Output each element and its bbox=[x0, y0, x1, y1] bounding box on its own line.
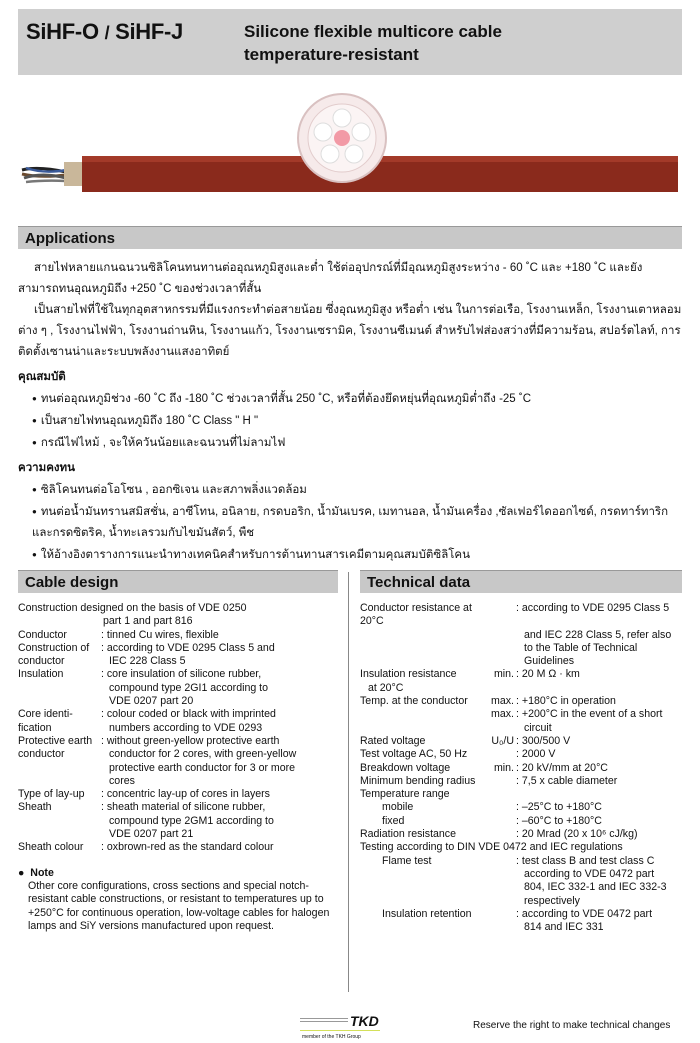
spec-label: Radiation resistance bbox=[360, 828, 456, 841]
spec-value: protective earth conductor for 3 or more bbox=[109, 761, 296, 774]
spec-qualifier bbox=[484, 642, 516, 655]
technical-data-row bbox=[360, 735, 682, 748]
spec-label bbox=[360, 921, 484, 934]
technical-data-row bbox=[360, 655, 682, 668]
svg-text:TKD: TKD bbox=[350, 1013, 379, 1029]
spec-label: Rated voltage bbox=[360, 734, 426, 747]
technical-data-row bbox=[360, 868, 682, 881]
note-block bbox=[18, 867, 340, 933]
spec-label: fixed bbox=[382, 814, 405, 827]
spec-label: Flame test bbox=[382, 854, 432, 867]
bullet-item: ● ทนต่อน้ำมันทรานสมิสชั่น, อาซีโทน, อนิลาย, กรดบอริก, น้ำมันเบรค, เมทานอล, น้ำมันเครื่อง ,ซัลเฟอร์ไดออกไซด์, กรดทาร์ทาริก และกรดซิตริค, น้ำทะเลรวมกับไขมันสัตว์, พืช bbox=[18, 501, 682, 544]
technical-data-row bbox=[360, 762, 682, 775]
applications-paragraph-2: เป็นสายไฟที่ใช้ในทุกอุตสาหกรรมที่มีแรงกระทำต่อสายน้อย ซึ่งอุณหภูมิสูง หรือต่ำ เช่น ในการต่อเรือ, โรงงานเหล็ก, โรงงานเตาหลอมต่าง ๆ , โรงงานไฟฟ้า, โรงงานถ่านหิน, โรงงานแก้ว, โรงงานเซรามิค, โรงงานซีเมนต์ สำหรับไฟส่องสว่างที่มีความร้อน, สปอร์ตไลท์, การติดตั้งเซานน่าและระบบพลังงานแสงอาทิตย์ bbox=[18, 304, 682, 358]
technical-data-row bbox=[360, 815, 682, 828]
spec-qualifier bbox=[484, 722, 516, 735]
spec-value: : 7,5 x cable diameter bbox=[516, 774, 618, 787]
intro-line: part 1 and part 816 bbox=[103, 615, 193, 628]
spec-label: Core identi- bbox=[18, 708, 73, 721]
spec-value: : +180°C in operation bbox=[516, 695, 616, 708]
spec-value: : 2000 V bbox=[516, 748, 556, 761]
spec-label: Breakdown voltage bbox=[360, 761, 451, 774]
spec-value: : test class B and test class C bbox=[516, 854, 655, 867]
cable-design-row bbox=[18, 801, 340, 814]
spec-qualifier bbox=[484, 775, 516, 788]
spec-value: circuit bbox=[524, 721, 552, 734]
technical-data-row bbox=[360, 801, 682, 814]
spec-qualifier bbox=[484, 629, 516, 642]
technical-data-row bbox=[360, 895, 682, 908]
spec-value: VDE 0207 part 20 bbox=[109, 695, 194, 708]
bullet-item: ● ทนต่ออุณหภูมิช่วง -60 ˚C ถึง -180 ˚C ช่วงเวลาที่สั้น 250 ˚C, หรือที่ต้องยึดหยุ่นที่อุณหภูมิต่ำถึง -25 ˚C bbox=[18, 388, 682, 410]
product-description-line2: temperature-resistant bbox=[244, 45, 419, 64]
cable-illustration bbox=[18, 90, 682, 210]
spec-label: Test voltage AC, 50 Hz bbox=[360, 748, 468, 761]
spec-value: to the Table of Technical bbox=[524, 641, 638, 654]
spec-value: : +200°C in the event of a short bbox=[516, 708, 663, 721]
spec-value: according to VDE 0472 part bbox=[524, 867, 655, 880]
intro-line: Construction designed on the basis of VDE 0250 bbox=[18, 602, 247, 614]
spec-qualifier bbox=[484, 602, 516, 629]
spec-value: 804, IEC 332-1 and IEC 332-3 bbox=[524, 881, 667, 894]
cable-design-row bbox=[18, 748, 340, 761]
spec-value: : 20 kV/mm at 20°C bbox=[516, 761, 608, 774]
footer-disclaimer: Reserve the right to make technical changes bbox=[473, 1020, 671, 1031]
spec-value: : tinned Cu wires, flexible bbox=[101, 628, 219, 641]
cable-design-row bbox=[18, 828, 340, 841]
spec-qualifier bbox=[484, 748, 516, 761]
spec-qualifier bbox=[484, 828, 516, 841]
spec-label: Insulation bbox=[18, 668, 64, 681]
spec-qualifier bbox=[484, 815, 516, 828]
cable-design-row bbox=[18, 655, 340, 668]
spec-label bbox=[18, 762, 101, 775]
spec-value: : –25°C to +180°C bbox=[516, 801, 602, 814]
spec-label bbox=[360, 708, 484, 721]
spec-label: Testing according to DIN VDE 0472 and IEC regulations bbox=[360, 841, 623, 854]
cable-design-body bbox=[18, 602, 340, 933]
spec-label: Protective earth bbox=[18, 734, 93, 747]
spec-value: IEC 228 Class 5 bbox=[109, 655, 186, 668]
technical-data-row bbox=[360, 708, 682, 721]
spec-label: Insulation resistance bbox=[360, 668, 457, 681]
technical-data-row bbox=[360, 668, 682, 681]
title-banner bbox=[18, 9, 682, 75]
spec-label: Temperature range bbox=[360, 788, 450, 801]
applications-heading: Applications bbox=[18, 226, 682, 249]
technical-data-row bbox=[360, 748, 682, 761]
technical-data-row bbox=[360, 642, 682, 655]
spec-label: at 20°C bbox=[368, 681, 404, 694]
spec-qualifier bbox=[484, 921, 516, 934]
spec-qualifier bbox=[484, 788, 516, 801]
spec-qualifier: U₀/U bbox=[491, 734, 514, 747]
technical-data-row bbox=[360, 921, 682, 934]
technical-data-row bbox=[360, 881, 682, 894]
spec-qualifier bbox=[484, 682, 516, 695]
spec-value: : sheath material of silicone rubber, bbox=[101, 801, 266, 814]
spec-qualifier bbox=[484, 655, 516, 668]
spec-value: : –60°C to +180°C bbox=[516, 814, 602, 827]
spec-label bbox=[18, 682, 101, 695]
spec-qualifier: max. bbox=[491, 708, 514, 721]
spec-qualifier bbox=[484, 855, 516, 868]
spec-label: conductor bbox=[18, 748, 65, 761]
product-b: SiHF-J bbox=[115, 19, 183, 44]
technical-data-row bbox=[360, 629, 682, 642]
spec-value: 814 and IEC 331 bbox=[524, 921, 604, 934]
cable-design-row bbox=[18, 722, 340, 735]
durability-heading: ความคงทน bbox=[18, 462, 75, 474]
technical-data-heading: Technical data bbox=[360, 570, 682, 593]
cable-design-row bbox=[18, 762, 340, 775]
product-a: SiHF-O bbox=[26, 19, 99, 44]
spec-label: Temp. at the conductor bbox=[360, 695, 468, 708]
technical-data-row bbox=[360, 908, 682, 921]
technical-data-row bbox=[360, 775, 682, 788]
separator: / bbox=[104, 23, 110, 43]
applications-text bbox=[18, 258, 682, 566]
spec-value: : 20 Mrad (20 x 10⁶ cJ/kg) bbox=[516, 828, 638, 841]
cable-design-row bbox=[18, 708, 340, 721]
spec-qualifier: max. bbox=[491, 695, 514, 708]
spec-qualifier: min. bbox=[493, 761, 514, 774]
center-core bbox=[334, 130, 350, 146]
spec-label bbox=[360, 642, 484, 655]
spec-value: cores bbox=[109, 774, 135, 787]
spec-label bbox=[18, 695, 101, 708]
wire-strands bbox=[22, 168, 66, 182]
spec-qualifier bbox=[484, 895, 516, 908]
spec-label: mobile bbox=[382, 801, 414, 814]
spec-value: : according to VDE 0472 part bbox=[516, 907, 653, 920]
spec-label: Sheath colour bbox=[18, 841, 84, 854]
spec-label: Sheath bbox=[18, 801, 52, 814]
core-insulation bbox=[64, 162, 84, 186]
spec-label bbox=[360, 881, 484, 894]
spec-label bbox=[360, 722, 484, 735]
technical-data-row bbox=[360, 841, 682, 854]
spec-label bbox=[18, 828, 101, 841]
technical-data-row bbox=[360, 695, 682, 708]
spec-label: Construction of bbox=[18, 641, 90, 654]
properties-heading: คุณสมบัติ bbox=[18, 371, 66, 383]
spec-value: numbers according to VDE 0293 bbox=[109, 721, 263, 734]
spec-value: : oxbrown-red as the standard colour bbox=[101, 841, 274, 854]
technical-data-row bbox=[360, 855, 682, 868]
spec-label: Insulation retention bbox=[382, 907, 472, 920]
spec-value: : concentric lay-up of cores in layers bbox=[101, 788, 270, 801]
cable-design-row bbox=[18, 775, 340, 788]
cable-design-row bbox=[18, 788, 340, 801]
spec-value: : 20 M Ω · km bbox=[516, 668, 580, 681]
spec-value: compound type 2GM1 according to bbox=[109, 814, 274, 827]
note-title: ● Note bbox=[18, 866, 54, 879]
cable-design-row bbox=[18, 815, 340, 828]
spec-value: VDE 0207 part 21 bbox=[109, 828, 194, 841]
bullet-item: ● ซิลิโคนทนต่อโอโซน , ออกซิเจน และสภาพลิ่งแวดล้อม bbox=[18, 479, 682, 501]
spec-label bbox=[18, 815, 101, 828]
spec-label bbox=[360, 895, 484, 908]
column-divider bbox=[348, 572, 349, 992]
bullet-item: ● เป็นสายไฟทนอุณหภูมิถึง 180 ˚C Class " H " bbox=[18, 410, 682, 432]
product-description-line1: Silicone flexible multicore cable bbox=[244, 22, 502, 41]
spec-label: fication bbox=[18, 721, 52, 734]
cable-design-heading: Cable design bbox=[18, 570, 338, 593]
applications-paragraph-1: สายไฟหลายแกนฉนวนซิลิโคนทนทานต่ออุณหภูมิสูงและต่ำ ใช้ต่ออุปกรณ์ที่มีอุณหภูมิสูงระหว่าง - 60 ˚C และ +180 ˚C และยังสามารถทนอุณหภูมิถึง +250 ˚C ของช่วงเวลาที่สั้น bbox=[18, 262, 643, 295]
spec-label: Type of lay-up bbox=[18, 788, 85, 801]
spec-qualifier bbox=[484, 868, 516, 881]
technical-data-row bbox=[360, 722, 682, 735]
spec-value: : without green-yellow protective earth bbox=[101, 734, 280, 747]
spec-label bbox=[360, 868, 484, 881]
spec-value: compound type 2GI1 according to bbox=[109, 681, 269, 694]
technical-data-row bbox=[360, 788, 682, 801]
spec-value: : 300/500 V bbox=[516, 734, 571, 747]
note-text: Other core configurations, cross sections and special notch-resistant cable constructions, or resistant to temperatures up to +250°C for continuous operation, low-voltage cables for halogen lamps and SiY versions manufactured upon request. bbox=[28, 879, 330, 932]
cable-design-row bbox=[18, 682, 340, 695]
spec-value: : according to VDE 0295 Class 5 bbox=[516, 602, 670, 614]
technical-data-body bbox=[360, 602, 682, 934]
spec-label bbox=[18, 775, 101, 788]
spec-value: : according to VDE 0295 Class 5 and bbox=[101, 641, 275, 654]
bullet-item: ● กรณีไฟไหม้ , จะให้ควันน้อยและฉนวนที่ไม่ลามไฟ bbox=[18, 432, 682, 454]
spec-qualifier bbox=[484, 801, 516, 814]
cable-design-row bbox=[18, 668, 340, 681]
spec-qualifier bbox=[484, 908, 516, 921]
spec-value: : core insulation of silicone rubber, bbox=[101, 668, 262, 681]
tkd-logo bbox=[300, 1008, 390, 1040]
spec-qualifier bbox=[484, 881, 516, 894]
spec-label: conductor bbox=[18, 655, 65, 668]
spec-value: respectively bbox=[524, 894, 580, 907]
spec-value bbox=[516, 682, 682, 695]
product-name bbox=[26, 19, 183, 45]
cable-design-row bbox=[18, 841, 340, 854]
spec-label bbox=[360, 655, 484, 668]
spec-label: Conductor bbox=[18, 628, 67, 641]
technical-data-row bbox=[360, 682, 682, 695]
spec-value: and IEC 228 Class 5, refer also bbox=[524, 628, 672, 641]
spec-label bbox=[360, 629, 484, 642]
spec-value: Guidelines bbox=[524, 655, 575, 668]
svg-text:member of the TKH Group: member of the TKH Group bbox=[302, 1034, 361, 1040]
spec-qualifier: min. bbox=[493, 668, 514, 681]
spec-label: Minimum bending radius bbox=[360, 774, 476, 787]
cable-design-row bbox=[18, 735, 340, 748]
spec-value: : colour coded or black with imprinted bbox=[101, 708, 276, 721]
cable-design-row bbox=[18, 642, 340, 655]
spec-label: Conductor resistance at 20°C bbox=[360, 602, 472, 628]
technical-data-row bbox=[360, 828, 682, 841]
spec-value: conductor for 2 cores, with green-yellow bbox=[109, 748, 297, 761]
cable-design-row bbox=[18, 695, 340, 708]
technical-data-row bbox=[360, 602, 682, 629]
cable-design-row bbox=[18, 629, 340, 642]
spec-value bbox=[516, 788, 682, 801]
bullet-item: ● ให้อ้างอิงตารางการแนะนำทางเทคนิคสำหรับการต้านทานสารเคมีตามคุณสมบัติซิลิโคน bbox=[18, 544, 682, 566]
